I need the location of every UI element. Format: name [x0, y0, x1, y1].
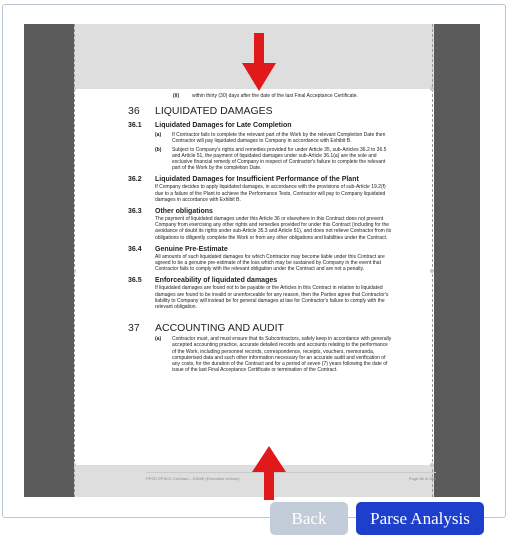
- paragraph: All amounts of such liquidated damages for which Contractor may become liable under this Contract are agreed to be a genuine pre-estimate of the loss which may be sustained by Company in the event that Contractor fails to comply with the relevant obligation under the Contract and are not a penalty.: [155, 253, 385, 273]
- footer-left-text: PPSO EPSCC Contract – DSME (Execution version): [146, 476, 240, 481]
- back-button[interactable]: Back: [270, 502, 348, 535]
- item-text: Contractor must, and must ensure that its Subcontractors, safely keep in accordance with generally accepted accounting practice, accurate detailed records and accounts relating to the performance of the Work, including personnel records, correspondence, receipts, vouchers, memoranda, computerised data and such other information necessary for an accurate audit and verification of any costs, for the duration of the Contract and for a period of seven (7) years following the date of issue of the last Final Acceptance Certificate or termination of the Contract.: [172, 336, 392, 374]
- subsection-title: Liquidated Damages for Insufficient Performance of the Plant: [155, 176, 359, 184]
- subsection-number: 36.5: [128, 277, 142, 285]
- section-title: ACCOUNTING AND AUDIT: [155, 322, 284, 335]
- item-text: within thirty (30) days after the date of the last Final Acceptance Certificate.: [192, 93, 358, 99]
- crop-handle-top-right[interactable]: [430, 87, 434, 91]
- subsection-title: Enforceability of liquidated damages: [155, 277, 278, 285]
- footer-right-text: Page 86 of 285: [408, 476, 436, 481]
- crop-handle-right[interactable]: [430, 269, 434, 273]
- arrow-up-icon: [252, 446, 286, 500]
- section-heading: [128, 105, 393, 117]
- list-item: [155, 147, 393, 172]
- subsection-number: 36.1: [128, 122, 142, 130]
- list-item: [155, 336, 393, 373]
- crop-left-edge[interactable]: [74, 24, 76, 497]
- section-title: LIQUIDATED DAMAGES: [155, 105, 273, 118]
- crop-right-edge[interactable]: [432, 24, 434, 497]
- section-number: 37: [128, 322, 140, 335]
- subsection-heading: [128, 245, 393, 254]
- item-label: (a): [155, 132, 162, 139]
- arrow-down-icon: [242, 33, 276, 91]
- item-text: Subject to Company's rights and remedies provided for under Article 35, sub-Articles 36.2 to 36.5 and Article 51, the payment of liquidated damages under sub-Article 36.1(a) are the sole and exclusive financial remedy of Company in respect of Contractor's failure to complete the relevant part of the Work by the completion Date.: [172, 146, 387, 172]
- subsection-heading: [128, 121, 393, 130]
- subsection-heading: [128, 175, 393, 184]
- crop-handle-bottom-right[interactable]: [430, 463, 434, 467]
- list-item: [173, 93, 393, 99]
- item-label: (b): [155, 146, 162, 153]
- paragraph: The payment of liquidated damages under this Article 36 or elsewhere in this Contract does not prevent Company from exercising any other rights and remedies provided for under this Contract (including for the avoidance of doubt its rights under sub-Article 35.3 and Article 51), and does not relieve Contractor from its obligations to diligently complete the Work or from any other obligations and liabilities under the Contract.: [155, 216, 392, 241]
- subsection-number: 36.4: [128, 245, 142, 253]
- subsection-title: Genuine Pre-Estimate: [155, 245, 228, 253]
- subsection-number: 36.2: [128, 176, 142, 184]
- paragraph: If liquidated damages are found not to be payable or the Articles in this Contract in relation to liquidated damages are found to be invalid or unenforceable for any reason, then the Parties agree that Contractor's liability to Company will instead be for general damages at law for Contractor's failure to comply with the relevant obligation.: [155, 285, 389, 311]
- list-item: [155, 132, 393, 144]
- item-label: (ii): [173, 93, 180, 99]
- paragraph: If Company decides to apply liquidated damages, in accordance with the provisions of sub-Article 19.2(f) due to a failure of the Plant to achieve the Performance Tests, Contractor will pay to Company liquidated damages in accordance with Exhibit B.: [155, 184, 386, 203]
- section-heading: [128, 322, 393, 334]
- subsection-title: Liquidated Damages for Late Completion: [155, 122, 292, 130]
- subsection-title: Other obligations: [155, 208, 213, 216]
- footer-divider: [146, 472, 436, 473]
- subsection-heading: [128, 207, 393, 216]
- item-text: If Contractor fails to complete the relevant part of the Work by the relevant Completion Date then Contractor will pay liquidated damages to Company in accordance with Exhibit B.: [172, 132, 386, 145]
- item-label: (a): [155, 336, 162, 343]
- document-text: [128, 89, 393, 373]
- section-number: 36: [128, 105, 140, 118]
- subsection-number: 36.3: [128, 208, 142, 216]
- parse-analysis-button[interactable]: Parse Analysis: [356, 502, 484, 535]
- document-page: [74, 24, 434, 497]
- subsection-heading: [128, 276, 393, 285]
- page-footer: [146, 476, 436, 481]
